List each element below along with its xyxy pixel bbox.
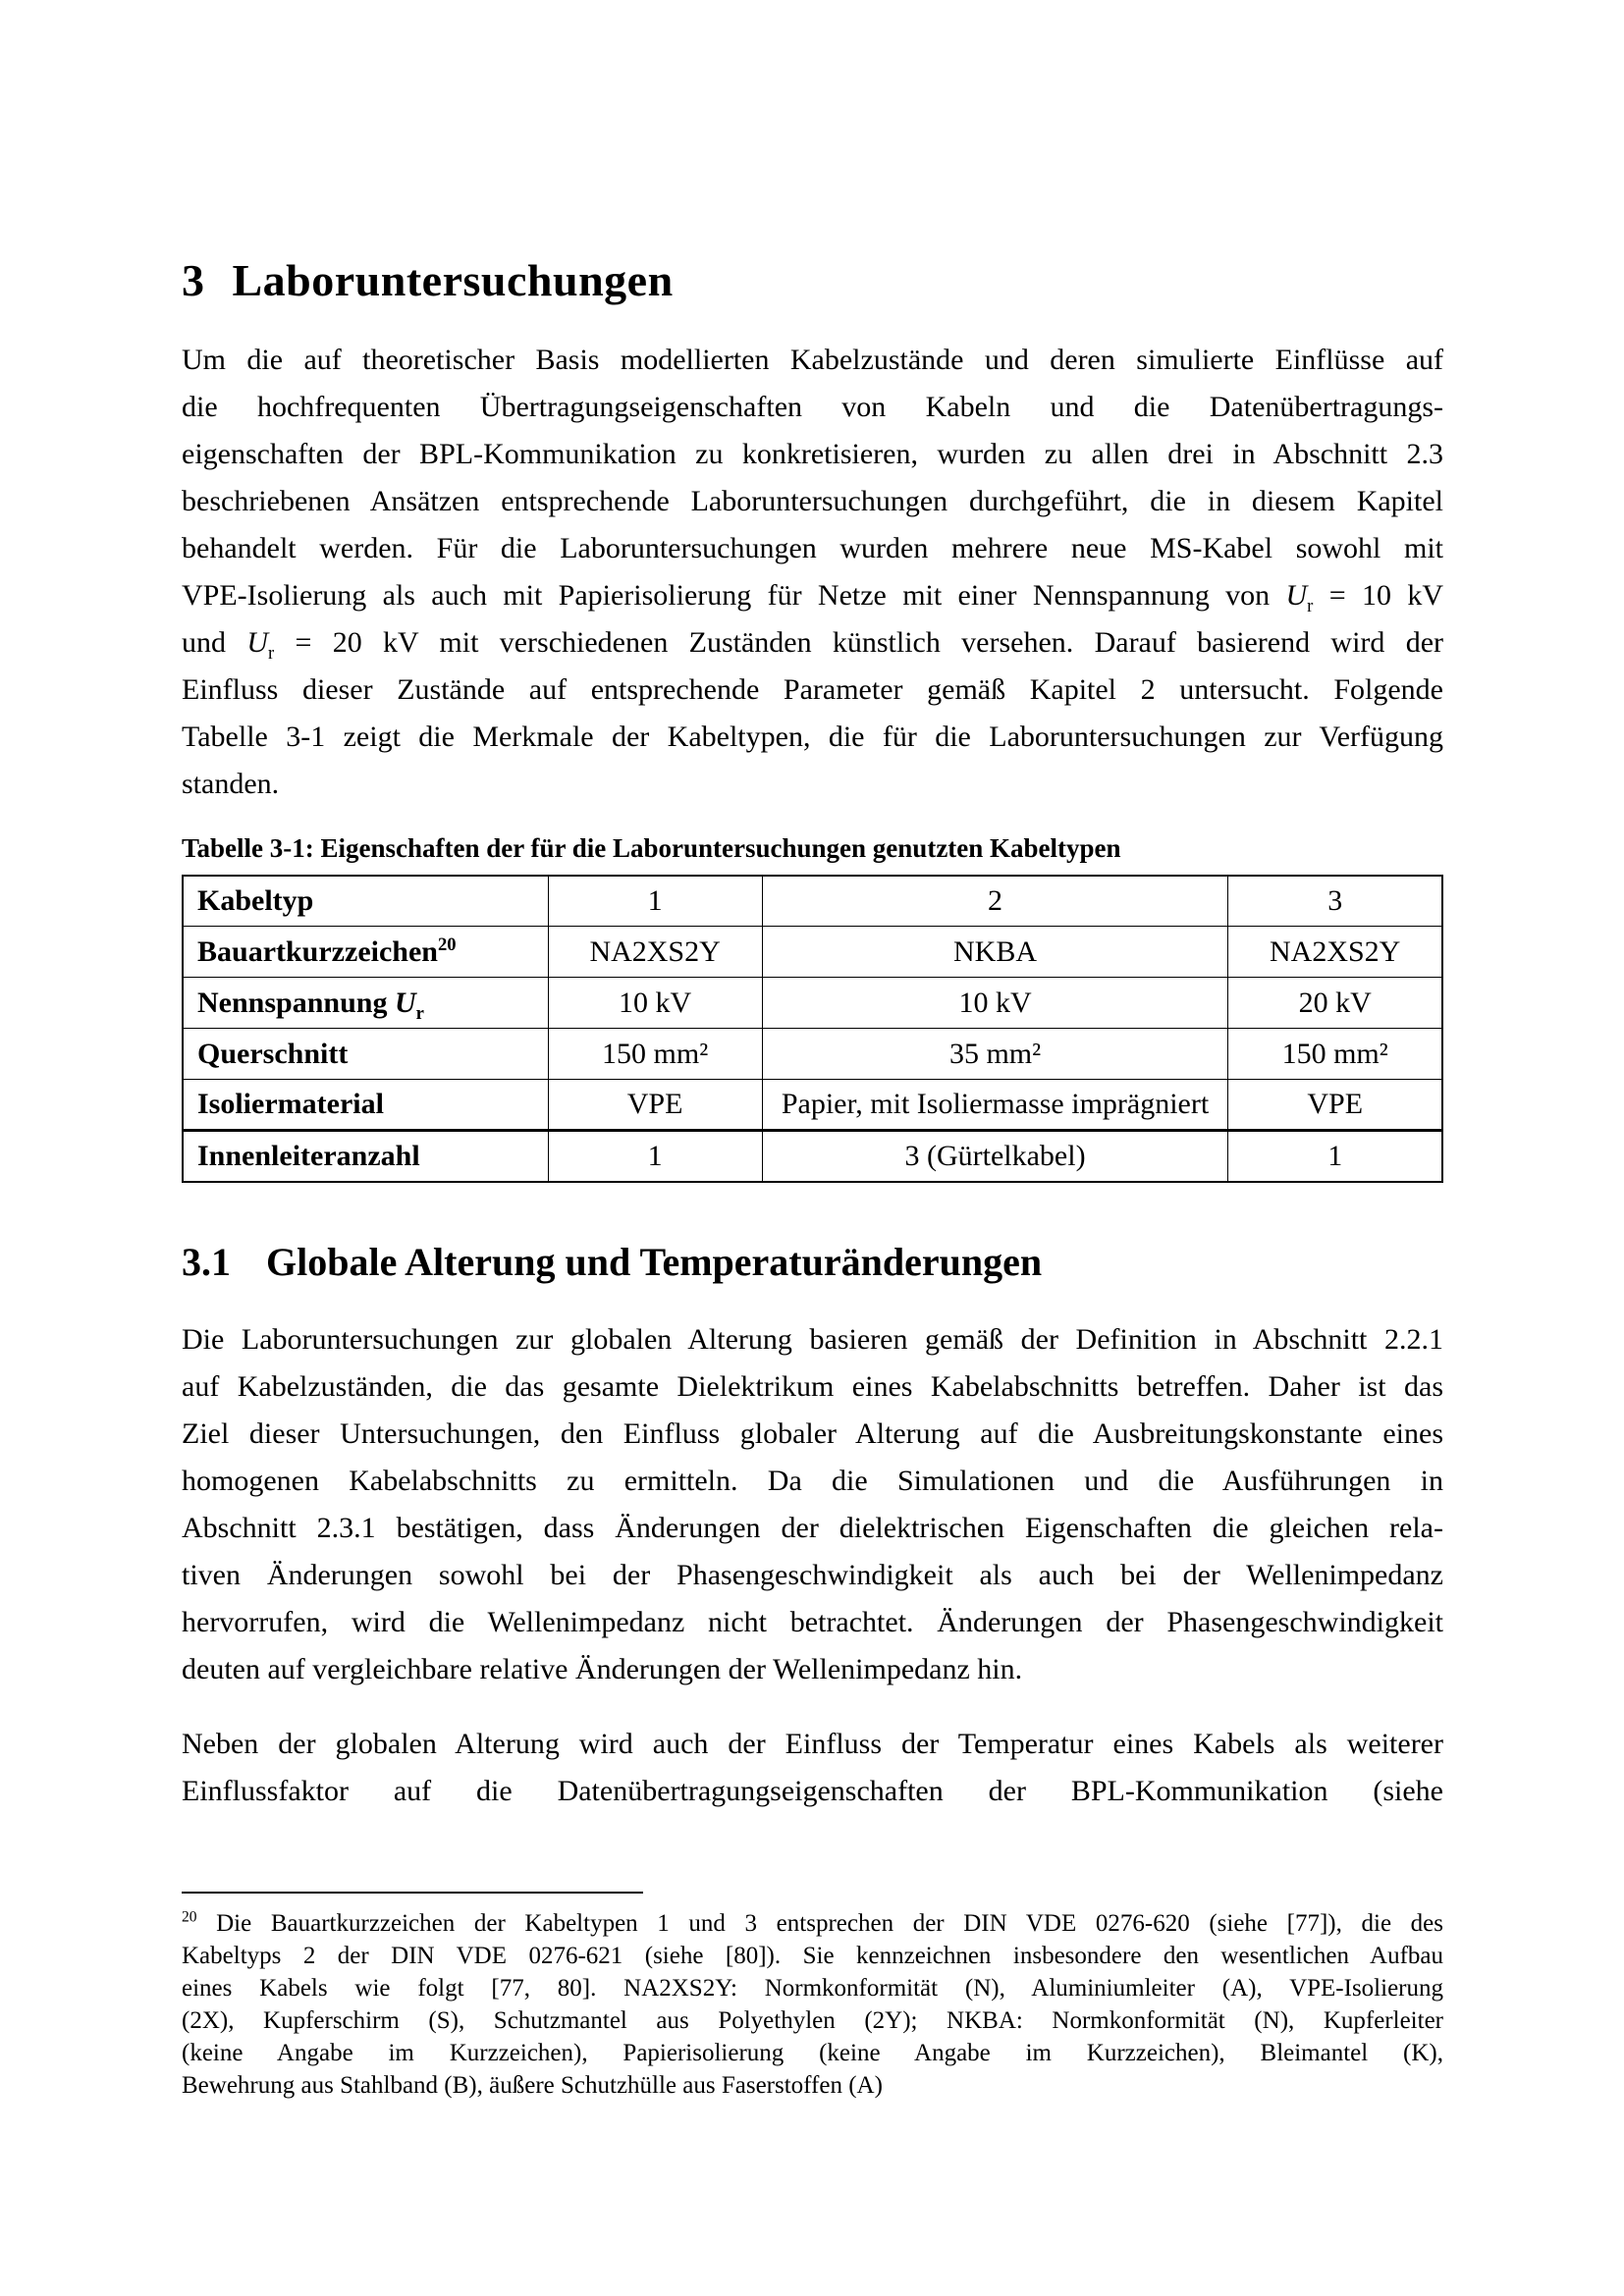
- table-caption: Tabelle 3-1: Eigenschaften der für die Laboruntersuchungen genutzten Kabeltypen: [182, 832, 1121, 863]
- footnote-line: Bewehrung aus Stahlband (B), äußere Schutzhülle aus Faserstoffen (A): [182, 2071, 883, 2099]
- row-label: Innenleiteranzahl: [183, 1131, 548, 1182]
- text-line: behandelt werden. Für die Laboruntersuchungen wurden mehrere neue MS-Kabel sowohl mit: [182, 531, 1443, 564]
- table-row: [183, 1131, 1442, 1182]
- text-line: Einfluss dieser Zustände auf entsprechende Parameter gemäß Kapitel 2 untersucht. Folgende: [182, 672, 1443, 706]
- text-line: hervorrufen, wird die Wellenimpedanz nicht betrachtet. Änderungen der Phasengeschwindigkeit: [182, 1605, 1443, 1638]
- cell-cable-type-3: 20 kV: [1228, 978, 1442, 1029]
- cell-cable-type-2: 2: [762, 876, 1228, 927]
- cell-cable-type-1: 150 mm²: [548, 1029, 762, 1080]
- section-paragraph: [182, 1316, 1443, 1693]
- row-label: Nennspannung $U_r$: [183, 978, 548, 1029]
- intro-paragraph: [182, 337, 1443, 808]
- table-row: [183, 927, 1442, 978]
- cell-cable-type-3: 3: [1228, 876, 1442, 927]
- row-label: Querschnitt: [183, 1029, 548, 1080]
- cell-cable-type-1: NA2XS2Y: [548, 927, 762, 978]
- cell-cable-type-2: 10 kV: [762, 978, 1228, 1029]
- footnote-block: [182, 1892, 1443, 2102]
- table-body: [183, 876, 1442, 1182]
- cell-cable-type-1: 1: [548, 876, 762, 927]
- footnote-text: [182, 1907, 1443, 2102]
- cell-cable-type-2: 3 (Gürtelkabel): [762, 1131, 1228, 1182]
- text-line: beschriebenen Ansätzen entsprechende Laboruntersuchungen durchgeführt, die in diesem Kapitel: [182, 484, 1443, 517]
- cell-cable-type-2: NKBA: [762, 927, 1228, 978]
- chapter-title: Laboruntersuchungen: [232, 255, 674, 305]
- footnote-line: (keine Angabe im Kurzzeichen), Papierisolierung (keine Angabe im Kurzzeichen), Bleimantel (K),: [182, 2039, 1443, 2066]
- text-line: die hochfrequenten Übertragungseigenschaften von Kabeln und die Datenübertragungs-: [182, 390, 1443, 423]
- section-number: 3.1: [182, 1239, 231, 1284]
- cell-cable-type-1: 1: [548, 1131, 762, 1182]
- text-line: auf Kabelzuständen, die das gesamte Dielektrikum eines Kabelabschnitts betreffen. Daher ist das: [182, 1369, 1443, 1403]
- table-row: [183, 978, 1442, 1029]
- text-line: Tabelle 3-1 zeigt die Merkmale der Kabeltypen, die für die Laboruntersuchungen zur Verfügung: [182, 720, 1443, 753]
- footnote-line: Kabeltyps 2 der DIN VDE 0276-621 (siehe [80]). Sie kennzeichnen insbesondere den wesentlichen Aufbau: [182, 1942, 1443, 1969]
- text-line: VPE-Isolierung als auch mit Papierisolierung für Netze mit einer Nennspannung von $U_r = 10$ kV: [182, 578, 1443, 616]
- text-line: Ziel dieser Untersuchungen, den Einfluss globaler Alterung auf die Ausbreitungskonstante eines: [182, 1416, 1443, 1450]
- chapter-heading: [182, 255, 1443, 307]
- text-line: Einflussfaktor auf die Datenübertragungseigenschaften der BPL-Kommunikation (siehe: [182, 1774, 1443, 1807]
- text-line: tiven Änderungen sowohl bei der Phasengeschwindigkeit als auch bei der Wellenimpedanz: [182, 1558, 1443, 1591]
- text-line: eigenschaften der BPL-Kommunikation zu konkretisieren, wurden zu allen drei in Abschnitt 2.3: [182, 437, 1443, 470]
- cell-cable-type-3: 1: [1228, 1131, 1442, 1182]
- footnote-line: eines Kabels wie folgt [77, 80]. NA2XS2Y: Normkonformität (N), Aluminiumleiter (A), VPE-Isolierung: [182, 1974, 1443, 2002]
- text-line: homogenen Kabelabschnitts zu ermitteln. Da die Simulationen und die Ausführungen in: [182, 1464, 1443, 1497]
- text-line: standen.: [182, 767, 280, 800]
- cell-cable-type-1: VPE: [548, 1080, 762, 1131]
- table-row: [183, 1029, 1442, 1080]
- text-line: Die Laboruntersuchungen zur globalen Alterung basieren gemäß der Definition in Abschnitt 2.2.1: [182, 1322, 1443, 1356]
- text-line: Um die auf theoretischer Basis modellierten Kabelzustände und deren simulierte Einflüsse auf: [182, 343, 1443, 376]
- cell-cable-type-2: Papier, mit Isoliermasse imprägniert: [762, 1080, 1228, 1131]
- row-label: Kabeltyp: [183, 876, 548, 927]
- second-paragraph: [182, 1721, 1443, 1815]
- text-line: Neben der globalen Alterung wird auch der Einfluss der Temperatur eines Kabels als weiterer: [182, 1727, 1443, 1760]
- text-line: deuten auf vergleichbare relative Änderungen der Wellenimpedanz hin.: [182, 1652, 1023, 1685]
- footnote-rule: [182, 1892, 643, 1894]
- table-row: [183, 876, 1442, 927]
- cable-types-table: [182, 875, 1443, 1183]
- footnote-line: $^{20}$ Die Bauartkurzzeichen der Kabeltypen 1 und 3 entsprechen der DIN VDE 0276-620 (siehe [77]), die des: [182, 1908, 1443, 1937]
- chapter-number: 3: [182, 255, 205, 305]
- section-title: Globale Alterung und Temperaturänderungen: [266, 1239, 1043, 1284]
- cell-cable-type-2: 35 mm²: [762, 1029, 1228, 1080]
- table-row: [183, 1080, 1442, 1131]
- footnote-line: (2X), Kupferschirm (S), Schutzmantel aus Polyethylen (2Y); NKBA: Normkonformität (N), Kupferleiter: [182, 2006, 1443, 2034]
- cell-cable-type-1: 10 kV: [548, 978, 762, 1029]
- row-label: Bauartkurzzeichen$^{20}$: [183, 927, 548, 978]
- cell-cable-type-3: NA2XS2Y: [1228, 927, 1442, 978]
- row-label: Isoliermaterial: [183, 1080, 548, 1131]
- cell-cable-type-3: 150 mm²: [1228, 1029, 1442, 1080]
- text-line: Abschnitt 2.3.1 bestätigen, dass Änderungen der dielektrischen Eigenschaften die gleichen rela-: [182, 1511, 1443, 1544]
- text-line: und $U_r = 20$ kV mit verschiedenen Zuständen künstlich versehen. Darauf basierend wird der: [182, 625, 1443, 664]
- cell-cable-type-3: VPE: [1228, 1080, 1442, 1131]
- section-heading: [182, 1240, 1443, 1285]
